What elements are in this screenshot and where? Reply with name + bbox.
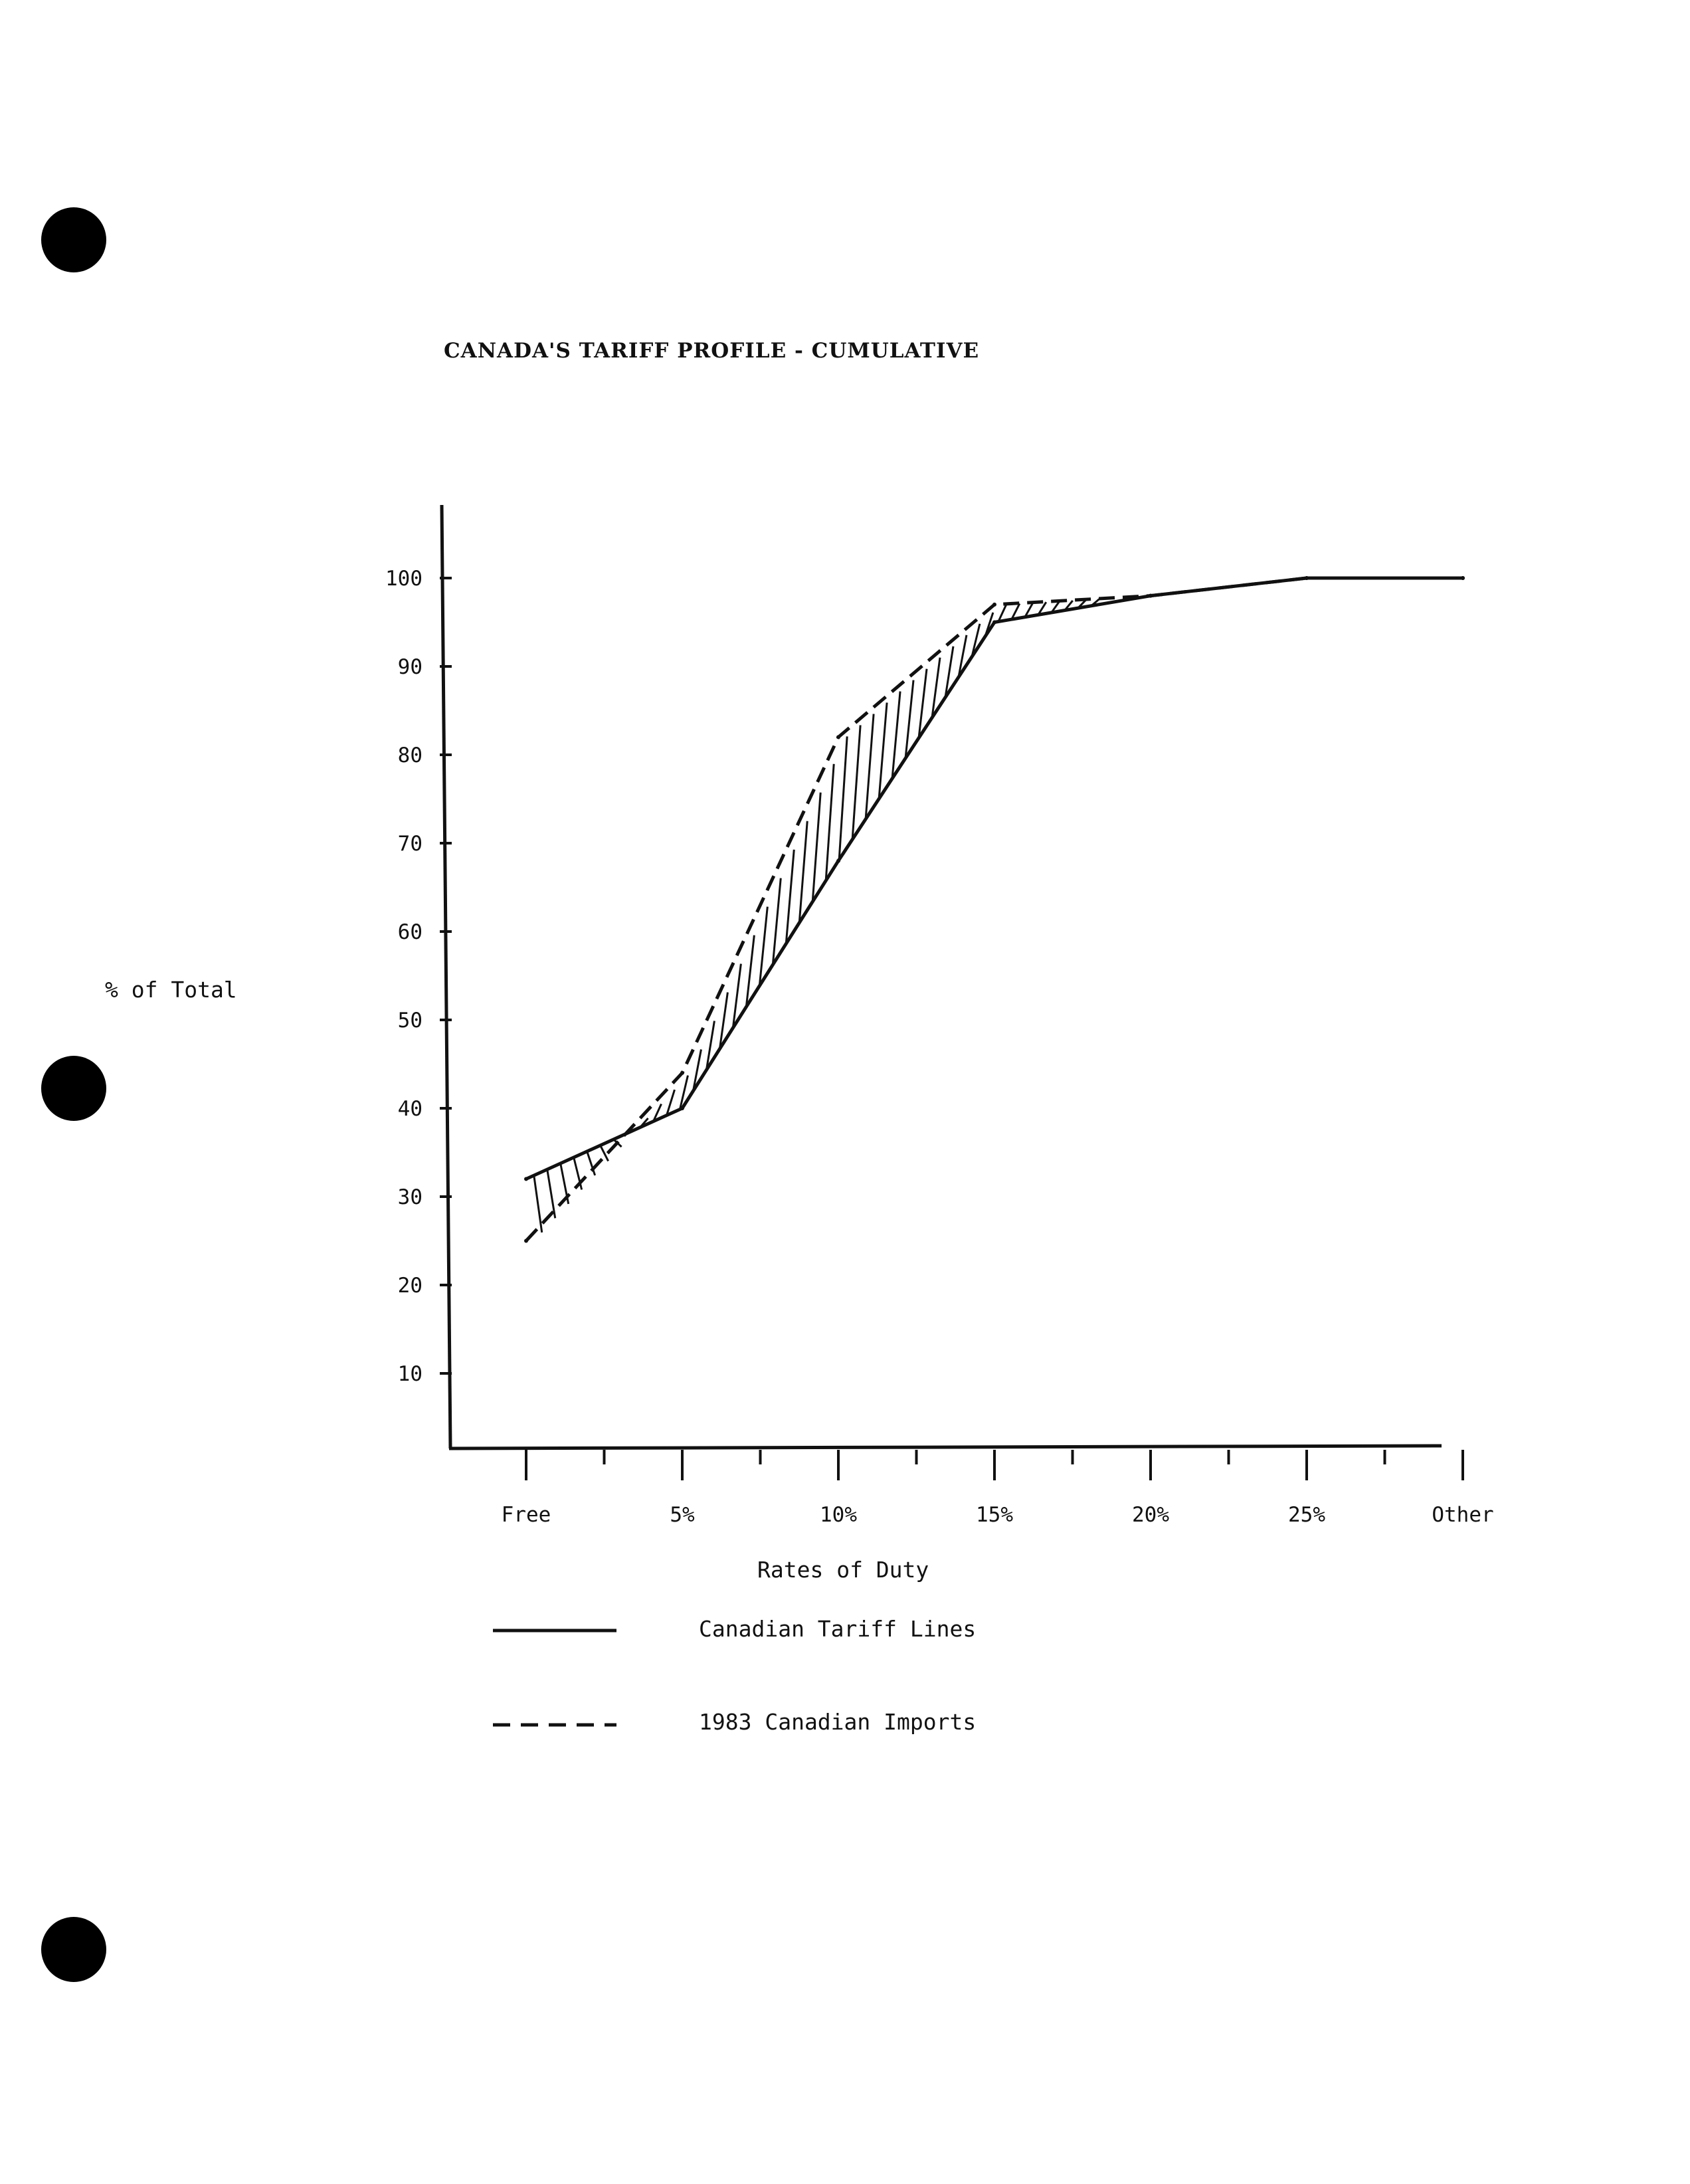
data-point: [836, 735, 840, 739]
data-point: [836, 859, 840, 863]
y-tick-label: 20: [397, 1274, 423, 1298]
hatch-line: [799, 821, 807, 923]
series-line-1983-canadian-imports: [526, 578, 1463, 1241]
hatch-line: [812, 793, 820, 902]
y-tick-label: 70: [397, 832, 423, 856]
hatch-line: [786, 850, 794, 944]
hatch-line: [534, 1175, 542, 1233]
x-tick-label: 10%: [820, 1503, 857, 1527]
data-point: [524, 1177, 528, 1181]
data-point: [524, 1239, 528, 1243]
legend-series-label: 1983 Canadian Imports: [699, 1709, 977, 1735]
y-tick-label: 60: [397, 920, 423, 944]
data-point: [992, 621, 996, 625]
y-tick-label: 50: [397, 1009, 423, 1033]
y-tick-label: 40: [397, 1097, 423, 1121]
y-axis-label: % of Total: [105, 977, 237, 1003]
data-point: [1305, 576, 1309, 580]
hatch-line: [547, 1169, 555, 1218]
data-point: [1461, 576, 1465, 580]
y-axis-line: [442, 505, 450, 1448]
chart-title: CANADA'S TARIFF PROFILE - CUMULATIVE: [444, 339, 980, 363]
hatch-line: [587, 1151, 595, 1175]
data-point: [680, 1106, 684, 1110]
x-tick-label: 25%: [1288, 1503, 1325, 1527]
y-tick-label: 10: [397, 1362, 423, 1386]
hatch-line: [839, 736, 847, 859]
hatch-line: [866, 714, 874, 819]
x-tick-label: Free: [501, 1503, 551, 1527]
y-tick-label: 30: [397, 1185, 423, 1209]
x-tick-label: 5%: [670, 1503, 695, 1527]
x-tick-label: 15%: [976, 1503, 1013, 1527]
hatch-line: [852, 725, 860, 839]
x-tick-label: Other: [1432, 1503, 1494, 1527]
hatch-line: [879, 703, 887, 799]
x-axis-label: Rates of Duty: [757, 1557, 929, 1583]
data-point: [680, 1071, 684, 1075]
legend-series-label: Canadian Tariff Lines: [699, 1616, 977, 1642]
y-tick-label: 100: [385, 567, 423, 591]
y-tick-label: 80: [397, 744, 423, 767]
data-point: [992, 603, 996, 607]
x-tick-label: 20%: [1132, 1503, 1169, 1527]
hatch-line: [826, 764, 834, 881]
x-axis-line: [449, 1446, 1442, 1448]
data-point: [1149, 594, 1153, 598]
y-tick-label: 90: [397, 655, 423, 679]
